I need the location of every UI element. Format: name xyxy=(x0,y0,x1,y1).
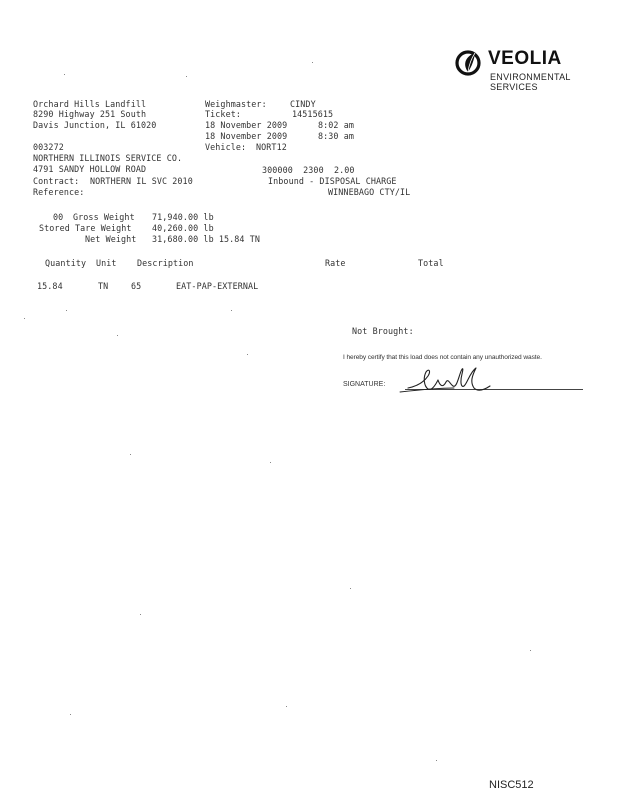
col-header-total: Total xyxy=(418,258,444,268)
logo-name: VEOLIA xyxy=(488,48,562,69)
contract-value: NORTHERN IL SVC 2010 xyxy=(90,176,193,186)
scan-speck xyxy=(117,335,118,336)
vehicle-value: NORT12 xyxy=(256,142,287,152)
handwritten-signature xyxy=(398,362,498,396)
reference-value: WINNEBAGO CTY/IL xyxy=(328,187,411,197)
customer-codes: 300000 2300 2.00 xyxy=(262,165,355,175)
site-street: 8290 Highway 251 South xyxy=(33,109,147,119)
scan-speck xyxy=(140,614,141,615)
site-city: Davis Junction, IL 61020 xyxy=(33,120,157,130)
scan-speck xyxy=(286,706,287,707)
net-weight-value: 31,680.00 lb 15.84 TN xyxy=(152,234,260,244)
row-code: 65 xyxy=(131,281,142,291)
scan-speck xyxy=(231,310,232,311)
gross-prefix: 00 xyxy=(53,212,64,222)
reference-label: Reference: xyxy=(33,187,85,197)
scan-speck xyxy=(247,354,248,355)
gross-weight-label: Gross Weight xyxy=(73,212,135,222)
scan-speck xyxy=(64,74,65,75)
time-in: 8:02 am xyxy=(318,120,354,130)
date-in: 18 November 2009 xyxy=(205,120,288,130)
scan-speck xyxy=(436,760,437,761)
customer-name: NORTHERN ILLINOIS SERVICE CO. xyxy=(33,153,183,163)
ticket-label: Ticket: xyxy=(205,109,241,119)
row-unit: TN xyxy=(98,281,109,291)
scan-speck xyxy=(130,454,131,455)
row-description: EAT-PAP-EXTERNAL xyxy=(176,281,259,291)
site-name: Orchard Hills Landfill xyxy=(33,99,147,109)
scan-speck xyxy=(350,588,351,589)
time-out: 8:30 am xyxy=(318,131,354,141)
weighmaster-value: CINDY xyxy=(290,99,316,109)
scan-speck xyxy=(186,76,187,77)
contract-label: Contract: xyxy=(33,176,80,186)
tare-weight-label: Stored Tare Weight xyxy=(39,223,132,233)
net-weight-label: Net Weight xyxy=(85,234,137,244)
weighmaster-label: Weighmaster: xyxy=(205,99,267,109)
date-out: 18 November 2009 xyxy=(205,131,288,141)
customer-address: 4791 SANDY HOLLOW ROAD xyxy=(33,164,147,174)
scan-speck xyxy=(66,310,67,311)
logo-subtitle-line2: SERVICES xyxy=(490,82,538,92)
document-id: NISC512 xyxy=(489,779,534,791)
account-number: 003272 xyxy=(33,142,64,152)
scan-speck xyxy=(312,62,313,63)
scan-speck xyxy=(270,462,271,463)
col-header-description: Description xyxy=(137,258,194,268)
logo-subtitle-line1: ENVIRONMENTAL xyxy=(490,72,571,82)
veolia-leaf-icon xyxy=(454,48,484,78)
inbound-charge: Inbound - DISPOSAL CHARGE xyxy=(268,176,397,186)
scan-speck xyxy=(24,318,25,319)
vehicle-label: Vehicle: xyxy=(205,142,247,152)
certification-statement: I hereby certify that this load does not contain any unauthorized waste. xyxy=(343,354,542,361)
col-header-unit: Unit xyxy=(96,258,117,268)
col-header-rate: Rate xyxy=(325,258,346,268)
signature-label: SIGNATURE: xyxy=(343,381,386,388)
scan-speck xyxy=(530,650,531,651)
gross-weight-value: 71,940.00 lb xyxy=(152,212,214,222)
not-brought-label: Not Brought: xyxy=(352,326,414,336)
tare-weight-value: 40,260.00 lb xyxy=(152,223,214,233)
col-header-quantity: Quantity xyxy=(45,258,87,268)
scan-speck xyxy=(70,714,71,715)
row-quantity: 15.84 xyxy=(37,281,63,291)
ticket-number: 14515615 xyxy=(292,109,334,119)
veolia-logo xyxy=(454,48,594,98)
